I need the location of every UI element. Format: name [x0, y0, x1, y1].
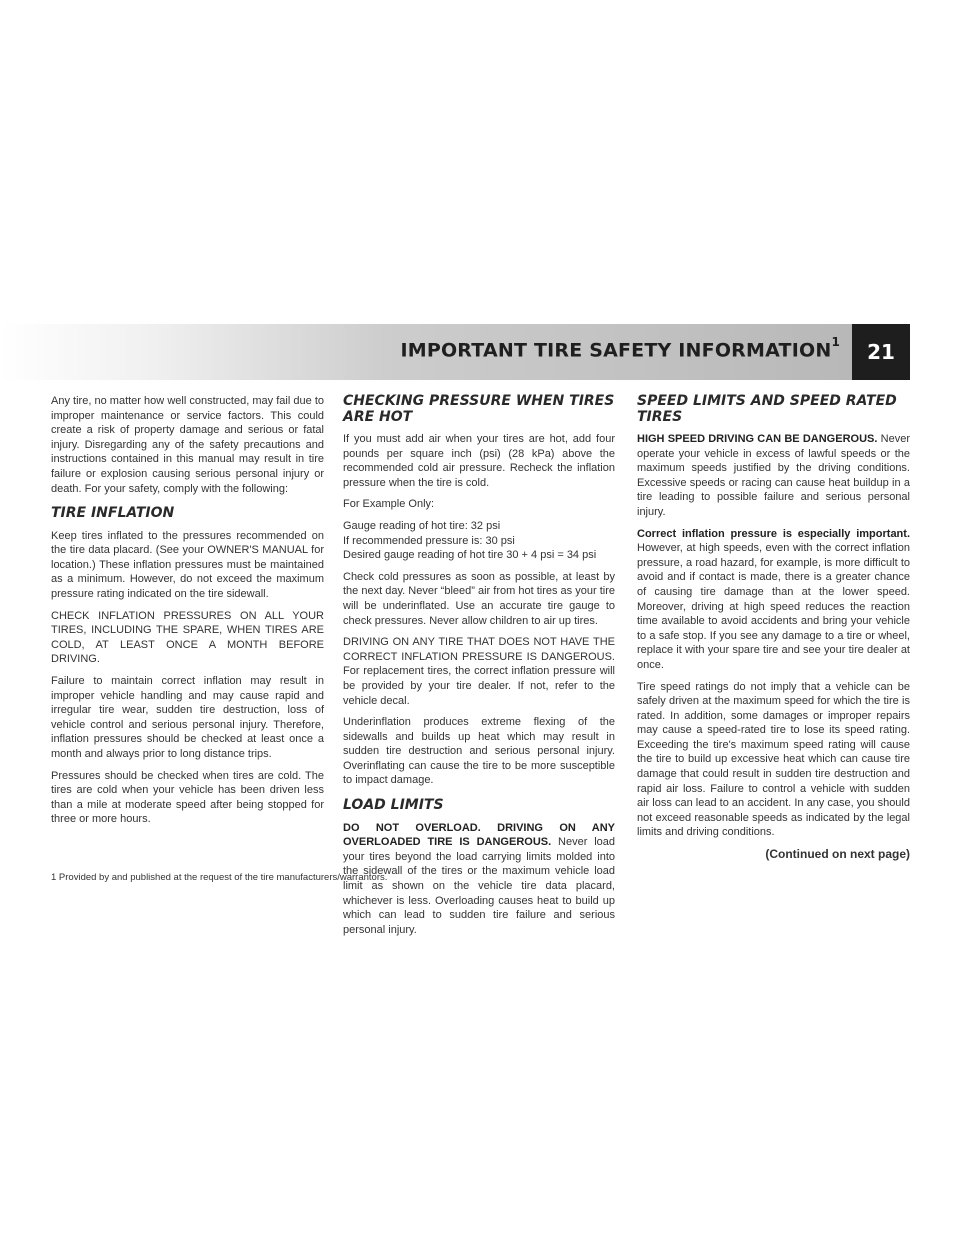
paragraph: Keep tires inflated to the pressures recommended on the tire data placard. (See your OWNER'S MANUAL for location.) These inflation pressures must be maintained as a minimum. However, do not exceed the maximum pressure rating indicated on the tire sidewall. — [51, 529, 324, 601]
lead-text: Correct inflation pressure is especially important. — [637, 527, 910, 540]
paragraph — [637, 527, 910, 673]
body-text: However, at high speeds, even with the correct inflation pressure, a road hazard, for example, is more difficult to avoid and if contact is made, there is a greater chance of causing tire damage than at the lower speed. Moreover, driving at high speed reduces the reaction time available to avoid accidents and bring your vehicle to a safe stop. If you see any damage to a tire or wheel, replace it with your spare tire and see your tire dealer at once. — [637, 542, 910, 671]
paragraph: Tire speed ratings do not imply that a vehicle can be safely driven at the maximum speed for which the tire is rated. In addition, some damages or improper repairs may cause a speed-rated tire to lose its speed rating. Exceeding the tire's maximum speed rating will cause the tire to build up excessive heat which can cause tire damage that could result in sudden tire destruction and rapid air loss. Failure to control a vehicle with sudden air loss can lead to an accident. In any case, you should not exceed reasonable speeds as indicated by the legal limits and driving conditions. — [637, 680, 910, 839]
section-title-text: IMPORTANT TIRE SAFETY INFORMATION — [400, 339, 832, 362]
footnote-marker: 1 — [831, 335, 840, 349]
paragraph — [637, 432, 910, 520]
continued-notice: (Continued on next page) — [765, 847, 910, 862]
column-2 — [343, 394, 615, 944]
lead-text: DO NOT OVERLOAD. DRIVING ON ANY OVERLOADED TIRE IS DANGEROUS. — [343, 821, 615, 849]
paragraph: Pressures should be checked when tires are cold. The tires are cold when your vehicle has been driven less than a mile at moderate speed after being stopped for three or more hours. — [51, 769, 324, 826]
section-title — [400, 335, 840, 362]
page-number: 21 — [852, 324, 910, 380]
paragraph: Underinflation produces extreme flexing of the sidewalls and builds up heat which may result in sudden tire destruction and serious personal injury. Overinflating can cause the tire to be more susceptible to impact damage. — [343, 716, 615, 787]
footnote: 1 Provided by and published at the request of the tire manufacturers/warrantors. — [51, 872, 388, 883]
column-3 — [637, 394, 910, 869]
heading-speed-limits: SPEED LIMITS AND SPEED RATED TIRES — [637, 393, 897, 425]
example-line: Gauge reading of hot tire: 32 psi — [343, 519, 501, 532]
heading-load-limits: LOAD LIMITS — [343, 797, 444, 814]
paragraph: DRIVING ON ANY TIRE THAT DOES NOT HAVE THE CORRECT INFLATION PRESSURE IS DANGEROUS. For replacement tires, the correct inflation pressure will be provided by your tire dealer. If not, refer to the vehicle decal. — [343, 636, 615, 707]
paragraph: Failure to maintain correct inflation may result in improper vehicle handling and may cause rapid and irregular tire wear, sudden tire destruction, loss of vehicle control and serious personal injury. Therefore, inflation pressures should be checked at least once a month and always prior to long distance trips. — [51, 675, 324, 760]
heading-tire-inflation: TIRE INFLATION — [51, 505, 175, 522]
heading-checking-pressure-hot: CHECKING PRESSURE WHEN TIRES ARE HOT — [343, 393, 615, 425]
example-label: For Example Only: — [343, 498, 435, 511]
section-header-band — [0, 324, 852, 380]
paragraph: If you must add air when your tires are hot, add four pounds per square inch (psi) (28 kPa) above the recommended cold air pressure. Recheck the inflation pressure when the tire is cold. — [343, 433, 615, 489]
column-1 — [51, 394, 324, 834]
paragraph: CHECK INFLATION PRESSURES ON ALL YOUR TIRES, INCLUDING THE SPARE, WHEN TIRES ARE COLD, AT LEAST ONCE A MONTH BEFORE DRIVING. — [51, 609, 324, 666]
body-text: Never operate your vehicle in excess of lawful speeds or the maximum speeds justified by the driving conditions. Excessive speeds or racing can cause heat buildup in a tire leading to possible failure and serious personal injury. — [637, 433, 910, 518]
intro-paragraph: Any tire, no matter how well constructed, may fail due to improper maintenance or service factors. This could create a risk of property damage and serious or fatal injury. Disregarding any of the safety precautions and instructions contained in this manual may result in tire failure or explosion causing serious personal injury or death. For your safety, comply with the following: — [51, 395, 324, 495]
example-line: If recommended pressure is: 30 psi — [343, 534, 515, 547]
body-text: Never load your tires beyond the load carrying limits molded into the sidewall of the tires or the maximum vehicle load limit as shown on the vehicle tire data placard, whichever is less. Overloading causes heat to build up which can lead to sudden tire failure and serious personal injury. — [343, 836, 615, 936]
lead-text: HIGH SPEED DRIVING CAN BE DANGEROUS. — [637, 433, 878, 445]
paragraph: Check cold pressures as soon as possible, at least by the next day. Never “bleed” air from hot tires as your tire will be underinflated. Use an accurate tire gauge to check pressures. Never allow children to air up tires. — [343, 570, 615, 627]
example-line: Desired gauge reading of hot tire 30 + 4 psi = 34 psi — [343, 549, 597, 562]
